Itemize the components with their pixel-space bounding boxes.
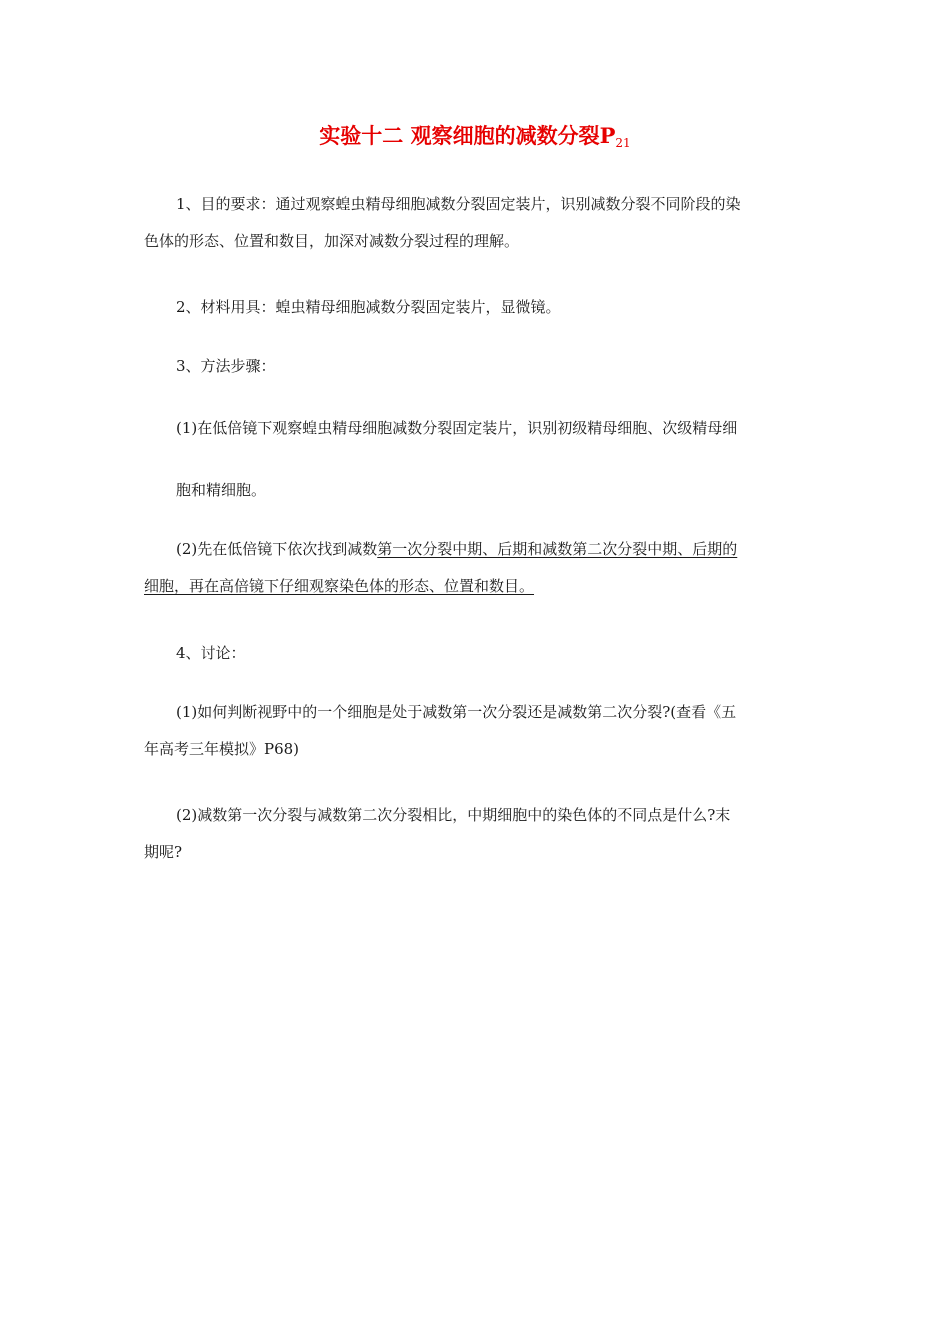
materials-line: 2、材料用具：蝗虫精母细胞减数分裂固定装片，显微镜。 [176,298,561,316]
q1-line-1: (1)如何判断视野中的一个细胞是处于减数第一次分裂还是减数第二次分裂?(查看《五 [176,703,737,721]
discussion-question-1 [144,704,807,758]
discussion-question-2 [144,807,807,861]
section-discussion-heading [144,645,807,662]
discussion-heading: 4、讨论： [176,644,246,662]
step1-line-2: 胞和精细胞。 [176,481,267,499]
objective-line-1: 1、目的要求：通过观察蝗虫精母细胞减数分裂固定装片，识别减数分裂不同阶段的染 [176,195,741,213]
section-materials [144,299,807,316]
step2-prefix: (2)先在低倍镜下依次找到减数 [176,540,378,558]
method-step-2 [144,541,807,595]
title-subscript: 21 [615,136,631,150]
q1-line-2: 年高考三年模拟》P68) [144,740,300,758]
method-heading: 3、方法步骤： [176,357,276,375]
step1-line-1: (1)在低倍镜下观察蝗虫精母细胞减数分裂固定装片，识别初级精母细胞、次级精母细 [176,419,738,437]
section-objective [144,196,807,250]
objective-line-2: 色体的形态、位置和数目，加深对减数分裂过程的理解。 [144,232,520,250]
page-title [0,120,950,155]
q2-line-1: (2)减数第一次分裂与减数第二次分裂相比，中期细胞中的染色体的不同点是什么?末 [176,806,731,824]
step2-line-2 [144,578,807,595]
step2-underlined-1: 第一次分裂中期、后期和减数第二次分裂中期、后期的 [377,540,738,558]
step2-underlined-2: 细胞，再在高倍镜下仔细观察染色体的形态、位置和数目。 [144,577,535,595]
title-main: 实验十二 观察细胞的减数分裂P [319,123,616,148]
q2-line-2: 期呢? [144,843,183,861]
method-step-1 [144,420,807,499]
section-method-heading [144,358,807,375]
step2-line-1 [144,541,807,558]
